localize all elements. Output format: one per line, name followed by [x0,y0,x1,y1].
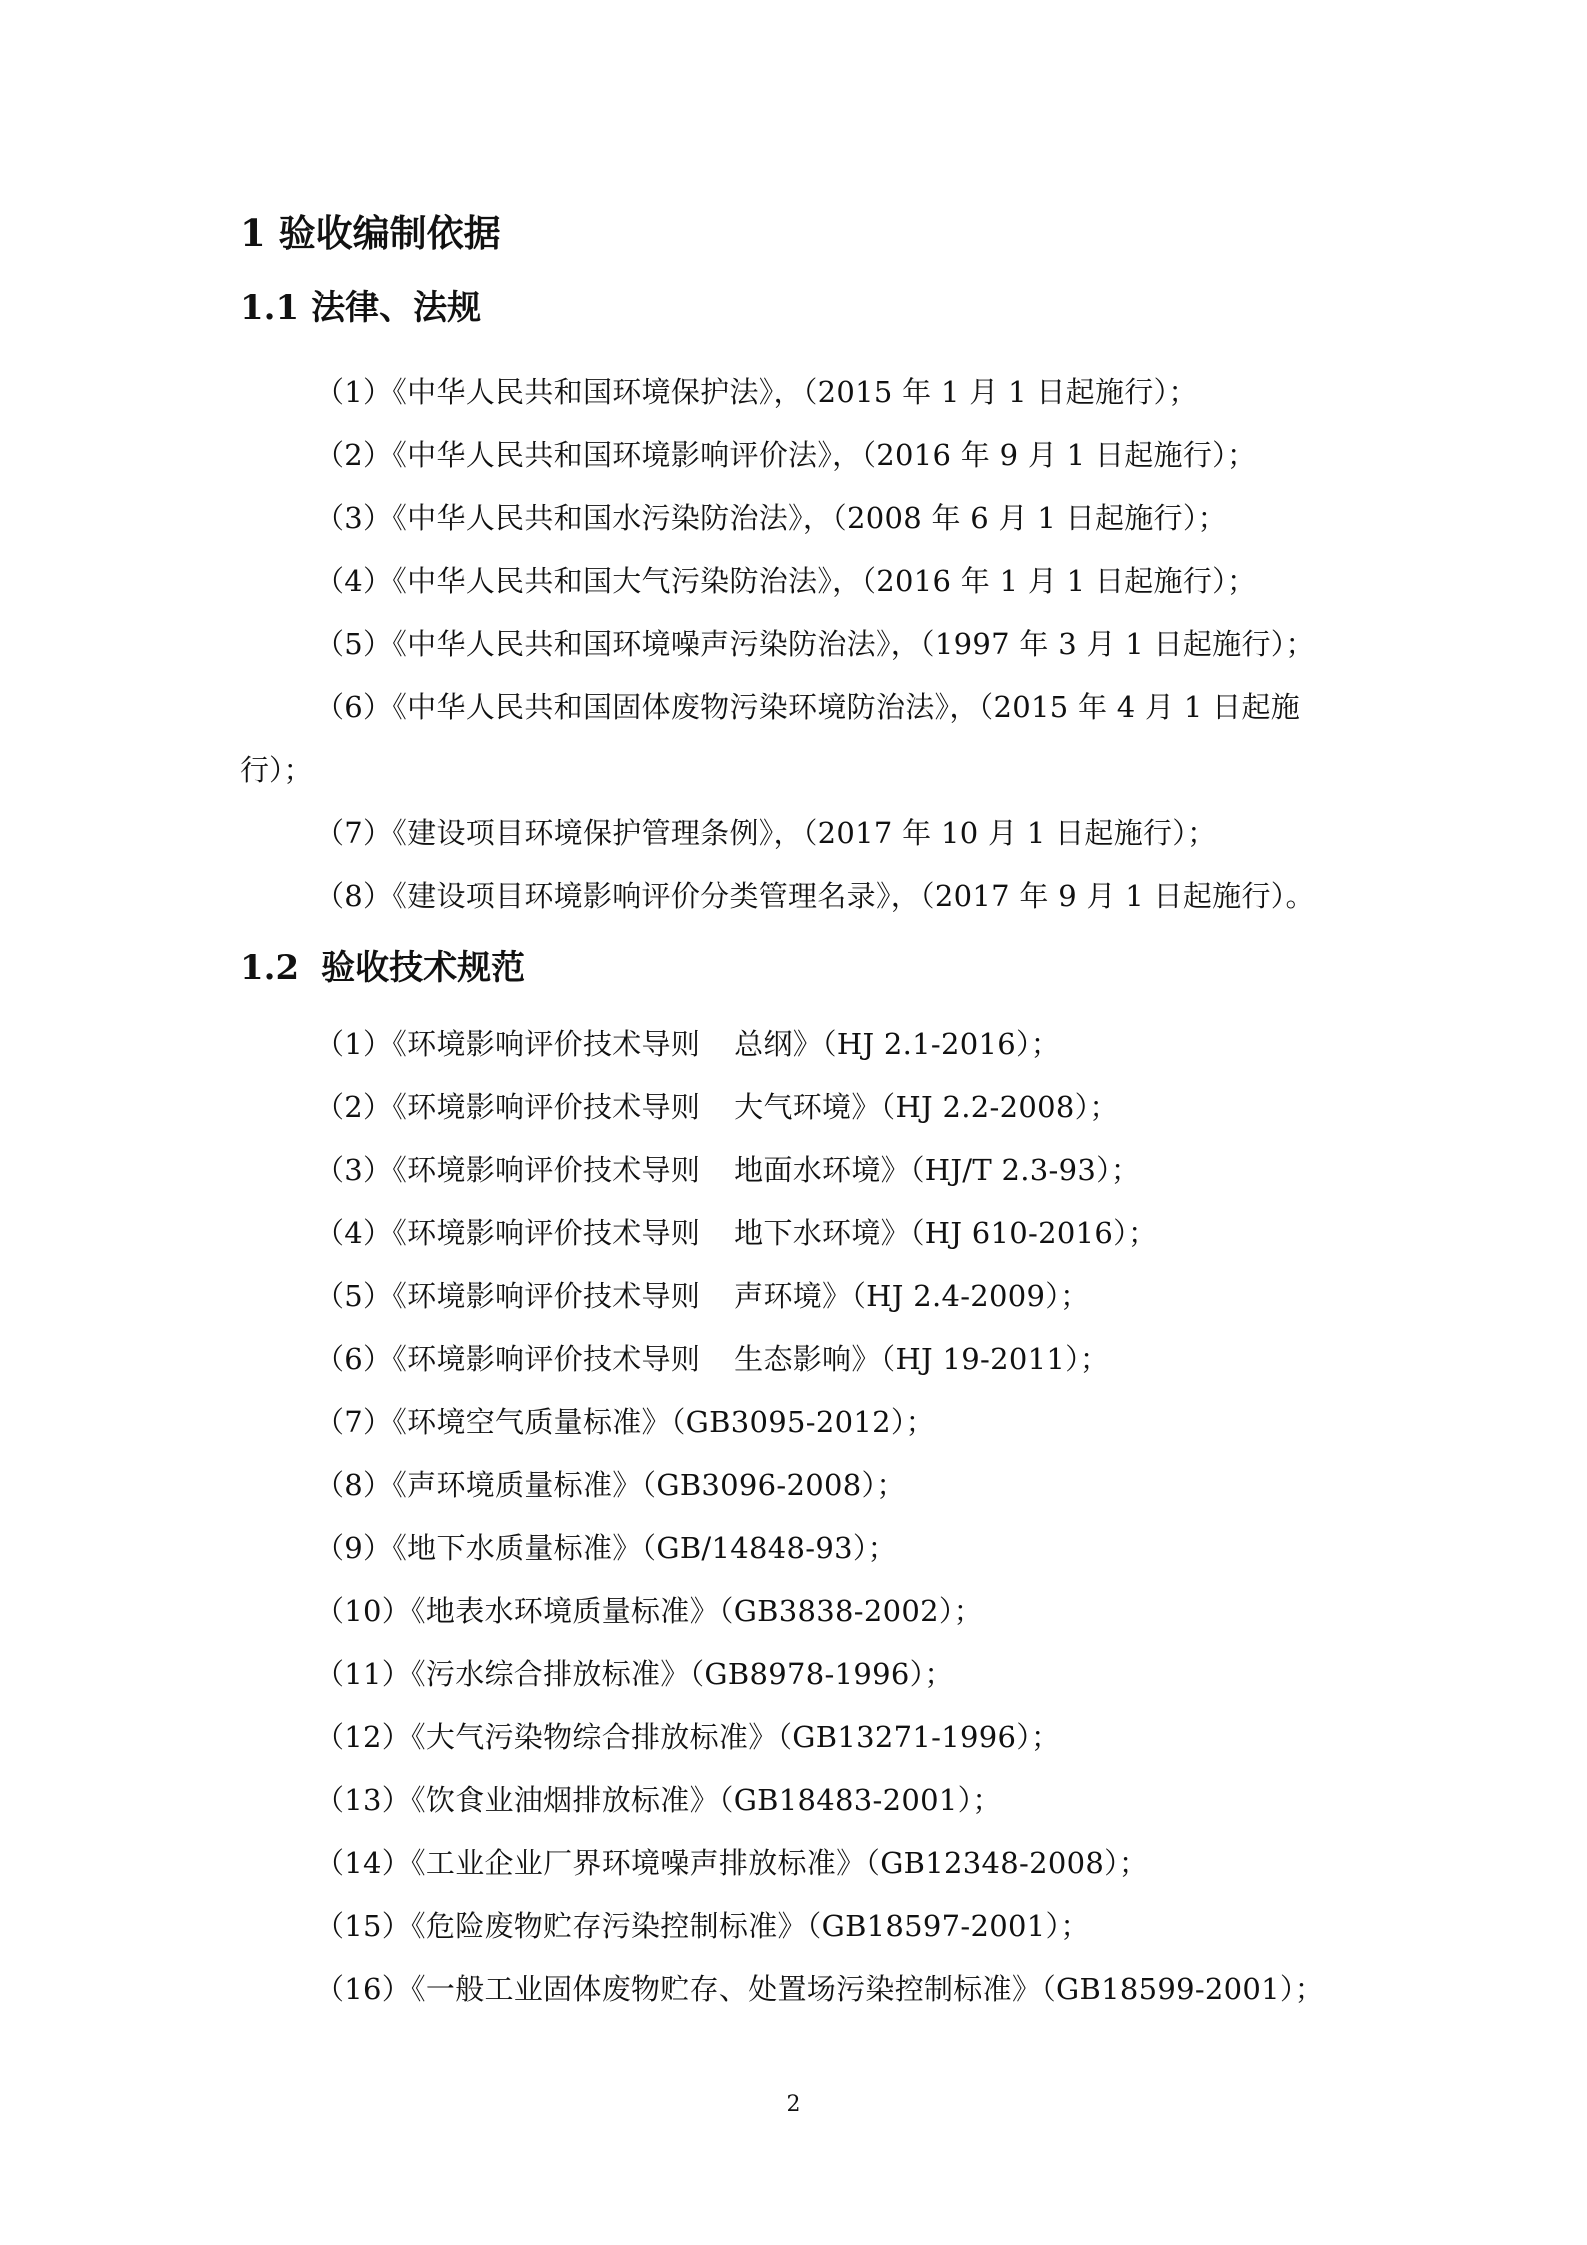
law-item: （1）《中华人民共和国环境保护法》，（2015 年 1 月 1 日起施行）； [315,375,1198,409]
standard-item: （7）《环境空气质量标准》（GB3095-2012）； [315,1405,935,1439]
page-number: 2 [786,2092,801,2117]
law-item: （3）《中华人民共和国水污染防治法》，（2008 年 6 月 1 日起施行）； [315,501,1227,535]
law-item: （7）《建设项目环境保护管理条例》，（2017 年 10 月 1 日起施行）； [315,816,1217,850]
standard-item: （16）《一般工业固体废物贮存、处置场污染控制标准》（GB18599-2001）； [315,1972,1325,2006]
standard-item: （8）《声环境质量标准》（GB3096-2008）； [315,1468,906,1502]
standard-item: （12）《大气污染物综合排放标准》（GB13271-1996）； [315,1720,1061,1754]
guide-item [315,1022,1060,1066]
guide-suffix: 地面水环境》（HJ/T 2.3-93）； [734,1153,1141,1187]
guide-suffix: 大气环境》（HJ 2.2-2008）； [734,1090,1119,1124]
section-title: 验收编制依据 [278,211,501,255]
standard-item: （10）《地表水环境质量标准》（GB3838-2002）； [315,1594,983,1628]
guide-item [315,1148,1140,1192]
law-item: （2）《中华人民共和国环境影响评价法》，（2016 年 9 月 1 日起施行）； [315,438,1257,472]
guide-item [315,1085,1119,1129]
guide-suffix: 生态影响》（HJ 19-2011）； [734,1342,1110,1376]
guide-item [315,1274,1089,1318]
standard-item: （15）《危险废物贮存污染控制标准》（GB18597-2001）； [315,1909,1090,1943]
law-item: （4）《中华人民共和国大气污染防治法》，（2016 年 1 月 1 日起施行）； [315,564,1257,598]
law-item-continuation: 行）； [240,753,313,787]
guide-prefix: （1）《环境影响评价技术导则 [315,1027,701,1061]
guide-item [315,1211,1157,1255]
law-item: （5）《中华人民共和国环境噪声污染防治法》，（1997 年 3 月 1 日起施行）； [315,627,1315,661]
law-item: （6）《中华人民共和国固体废物污染环境防治法》，（2015 年 4 月 1 日起施 [315,690,1301,724]
guide-suffix: 地下水环境》（HJ 610-2016）； [734,1216,1158,1250]
subsection-heading-laws [240,285,481,331]
guide-prefix: （2）《环境影响评价技术导则 [315,1090,701,1124]
law-item: （8）《建设项目环境影响评价分类管理名录》，（2017 年 9 月 1 日起施行）。 [315,879,1315,913]
standard-item: （11）《污水综合排放标准》（GB8978-1996）； [315,1657,954,1691]
guide-prefix: （5）《环境影响评价技术导则 [315,1279,701,1313]
section-heading [240,208,501,258]
guide-prefix: （4）《环境影响评价技术导则 [315,1216,701,1250]
subsection-number: 1.1 [240,288,300,328]
section-number: 1 [240,211,266,255]
subsection-title: 验收技术规范 [321,948,526,988]
guide-suffix: 总纲》（HJ 2.1-2016）； [734,1027,1061,1061]
subsection-number: 1.2 [240,948,300,988]
subsection-title: 法律、法规 [311,288,482,328]
standard-item: （13）《饮食业油烟排放标准》（GB18483-2001）； [315,1783,1002,1817]
guide-item [315,1337,1109,1381]
standard-item: （9）《地下水质量标准》（GB/14848-93）； [315,1531,897,1565]
standard-item: （14）《工业企业厂界环境噪声排放标准》（GB12348-2008）； [315,1846,1149,1880]
subsection-heading-specs [240,945,525,991]
guide-suffix: 声环境》（HJ 2.4-2009）； [734,1279,1090,1313]
guide-prefix: （3）《环境影响评价技术导则 [315,1153,701,1187]
guide-prefix: （6）《环境影响评价技术导则 [315,1342,701,1376]
